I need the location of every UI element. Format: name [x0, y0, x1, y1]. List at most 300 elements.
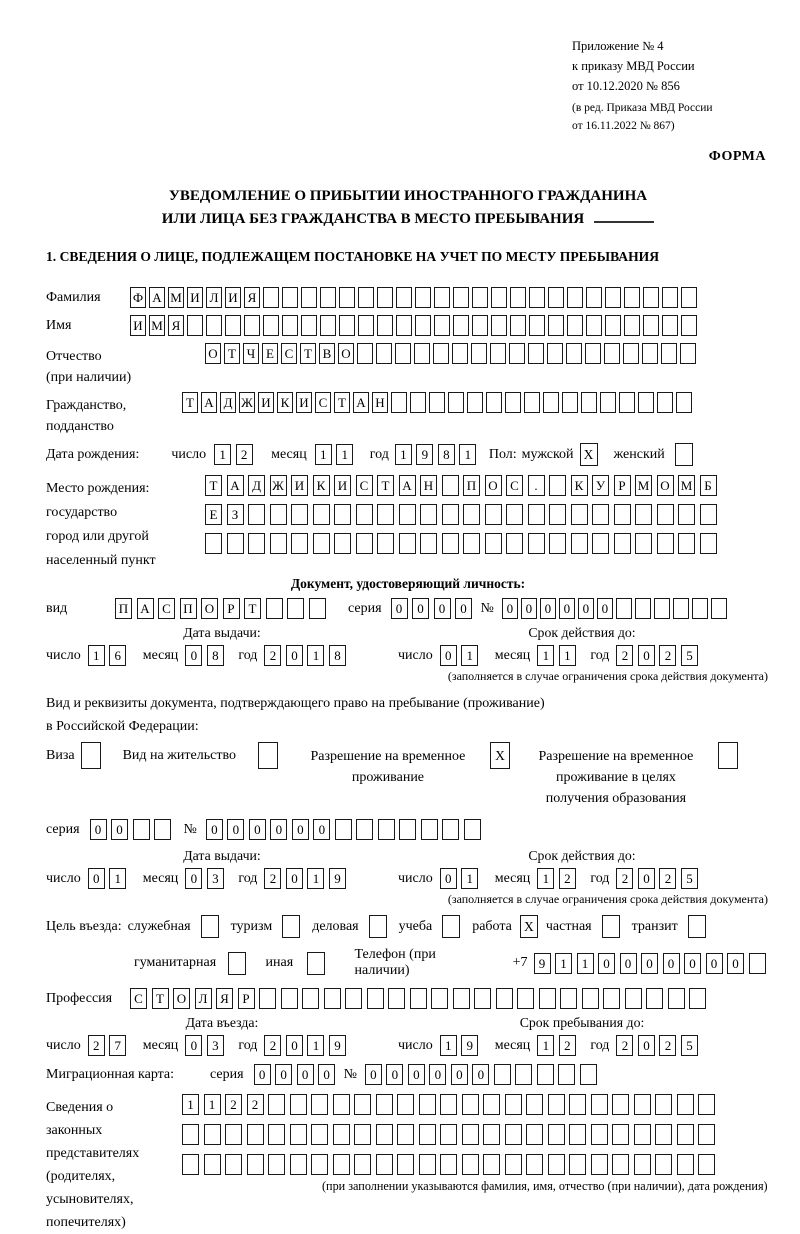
char-cell[interactable]: [698, 1154, 715, 1175]
char-cell[interactable]: [206, 315, 222, 336]
char-cell[interactable]: [291, 533, 308, 554]
char-cell[interactable]: [453, 287, 469, 308]
char-cell[interactable]: 2: [88, 1035, 105, 1056]
char-cell[interactable]: 0: [429, 1064, 446, 1085]
char-cell[interactable]: 5: [681, 645, 698, 666]
char-cell[interactable]: [270, 504, 287, 525]
char-cell[interactable]: Т: [300, 343, 316, 364]
char-cell[interactable]: 1: [537, 868, 554, 889]
char-cell[interactable]: [442, 475, 459, 496]
char-cell[interactable]: 3: [207, 868, 224, 889]
char-cell[interactable]: [505, 392, 521, 413]
char-cell[interactable]: [248, 533, 265, 554]
char-cell[interactable]: А: [149, 287, 165, 308]
char-cell[interactable]: [345, 988, 362, 1009]
char-cell[interactable]: [302, 988, 319, 1009]
char-cell[interactable]: [311, 1124, 328, 1145]
char-cell[interactable]: [377, 504, 394, 525]
char-cell[interactable]: 1: [336, 444, 353, 465]
char-cell[interactable]: Т: [205, 475, 222, 496]
char-cell[interactable]: 0: [254, 1064, 271, 1085]
char-cell[interactable]: 0: [90, 819, 107, 840]
char-cell[interactable]: [442, 533, 459, 554]
char-cell[interactable]: [623, 343, 639, 364]
char-cell[interactable]: 1: [214, 444, 231, 465]
char-cell[interactable]: [692, 598, 708, 619]
char-cell[interactable]: С: [281, 343, 297, 364]
char-cell[interactable]: [367, 988, 384, 1009]
char-cell[interactable]: 2: [559, 868, 576, 889]
char-cell[interactable]: [526, 1154, 543, 1175]
char-cell[interactable]: [472, 315, 488, 336]
char-cell[interactable]: 0: [185, 868, 202, 889]
char-cell[interactable]: 2: [264, 1035, 281, 1056]
char-cell[interactable]: З: [227, 504, 244, 525]
char-cell[interactable]: [569, 1154, 586, 1175]
purpose-study-checkbox[interactable]: [442, 915, 460, 938]
char-cell[interactable]: 1: [440, 1035, 457, 1056]
char-cell[interactable]: [483, 1154, 500, 1175]
char-cell[interactable]: Ж: [239, 392, 255, 413]
char-cell[interactable]: [324, 988, 341, 1009]
char-cell[interactable]: [415, 287, 431, 308]
char-cell[interactable]: [388, 988, 405, 1009]
char-cell[interactable]: [335, 819, 352, 840]
char-cell[interactable]: [354, 1124, 371, 1145]
char-cell[interactable]: [624, 287, 640, 308]
char-cell[interactable]: 2: [659, 868, 676, 889]
char-cell[interactable]: 0: [434, 598, 451, 619]
char-cell[interactable]: [668, 988, 685, 1009]
char-cell[interactable]: 3: [207, 1035, 224, 1056]
char-cell[interactable]: П: [115, 598, 132, 619]
char-cell[interactable]: [429, 392, 445, 413]
char-cell[interactable]: [420, 533, 437, 554]
char-cell[interactable]: О: [485, 475, 502, 496]
char-cell[interactable]: [509, 343, 525, 364]
char-cell[interactable]: С: [315, 392, 331, 413]
char-cell[interactable]: [419, 1094, 436, 1115]
char-cell[interactable]: [505, 1154, 522, 1175]
char-cell[interactable]: [581, 392, 597, 413]
char-cell[interactable]: 0: [313, 819, 330, 840]
char-cell[interactable]: [339, 287, 355, 308]
char-cell[interactable]: [680, 343, 696, 364]
char-cell[interactable]: [681, 315, 697, 336]
char-cell[interactable]: 1: [307, 868, 324, 889]
char-cell[interactable]: [377, 287, 393, 308]
char-cell[interactable]: [434, 287, 450, 308]
char-cell[interactable]: 1: [395, 444, 412, 465]
char-cell[interactable]: [571, 504, 588, 525]
char-cell[interactable]: [467, 392, 483, 413]
char-cell[interactable]: [472, 287, 488, 308]
char-cell[interactable]: [377, 315, 393, 336]
char-cell[interactable]: 1: [182, 1094, 199, 1115]
char-cell[interactable]: 1: [88, 645, 105, 666]
char-cell[interactable]: А: [399, 475, 416, 496]
char-cell[interactable]: [635, 504, 652, 525]
char-cell[interactable]: [420, 504, 437, 525]
char-cell[interactable]: .: [528, 475, 545, 496]
char-cell[interactable]: [287, 598, 304, 619]
char-cell[interactable]: Я: [244, 287, 260, 308]
char-cell[interactable]: 1: [461, 645, 478, 666]
char-cell[interactable]: П: [180, 598, 197, 619]
char-cell[interactable]: [635, 598, 651, 619]
char-cell[interactable]: Т: [224, 343, 240, 364]
char-cell[interactable]: [339, 315, 355, 336]
char-cell[interactable]: [357, 343, 373, 364]
char-cell[interactable]: [566, 343, 582, 364]
char-cell[interactable]: [678, 504, 695, 525]
char-cell[interactable]: [187, 315, 203, 336]
char-cell[interactable]: 5: [681, 868, 698, 889]
char-cell[interactable]: [676, 392, 692, 413]
char-cell[interactable]: А: [227, 475, 244, 496]
char-cell[interactable]: 0: [638, 868, 655, 889]
char-cell[interactable]: [320, 315, 336, 336]
char-cell[interactable]: [290, 1154, 307, 1175]
char-cell[interactable]: [625, 988, 642, 1009]
char-cell[interactable]: И: [296, 392, 312, 413]
char-cell[interactable]: [528, 504, 545, 525]
char-cell[interactable]: [399, 819, 416, 840]
char-cell[interactable]: Р: [238, 988, 255, 1009]
char-cell[interactable]: М: [678, 475, 695, 496]
char-cell[interactable]: 1: [307, 645, 324, 666]
char-cell[interactable]: [182, 1124, 199, 1145]
char-cell[interactable]: [415, 315, 431, 336]
char-cell[interactable]: 1: [109, 868, 126, 889]
char-cell[interactable]: С: [158, 598, 175, 619]
char-cell[interactable]: [376, 1154, 393, 1175]
char-cell[interactable]: 2: [559, 1035, 576, 1056]
char-cell[interactable]: [612, 1154, 629, 1175]
char-cell[interactable]: [263, 287, 279, 308]
char-cell[interactable]: Л: [195, 988, 212, 1009]
char-cell[interactable]: [259, 988, 276, 1009]
char-cell[interactable]: О: [338, 343, 354, 364]
char-cell[interactable]: [244, 315, 260, 336]
char-cell[interactable]: [643, 287, 659, 308]
char-cell[interactable]: 0: [559, 598, 575, 619]
purpose-transit-checkbox[interactable]: [688, 915, 706, 938]
char-cell[interactable]: [414, 343, 430, 364]
char-cell[interactable]: 0: [286, 868, 303, 889]
char-cell[interactable]: [634, 1124, 651, 1145]
char-cell[interactable]: [463, 533, 480, 554]
char-cell[interactable]: [494, 1064, 511, 1085]
char-cell[interactable]: [614, 533, 631, 554]
char-cell[interactable]: 2: [659, 645, 676, 666]
char-cell[interactable]: [612, 1094, 629, 1115]
char-cell[interactable]: [395, 343, 411, 364]
char-cell[interactable]: [580, 1064, 597, 1085]
char-cell[interactable]: [462, 1094, 479, 1115]
char-cell[interactable]: [638, 392, 654, 413]
char-cell[interactable]: [225, 1154, 242, 1175]
char-cell[interactable]: [225, 1124, 242, 1145]
char-cell[interactable]: В: [319, 343, 335, 364]
char-cell[interactable]: [268, 1154, 285, 1175]
char-cell[interactable]: [282, 287, 298, 308]
char-cell[interactable]: [619, 392, 635, 413]
char-cell[interactable]: [600, 392, 616, 413]
char-cell[interactable]: [537, 1064, 554, 1085]
purpose-humanitarian-checkbox[interactable]: [228, 952, 245, 975]
char-cell[interactable]: М: [635, 475, 652, 496]
char-cell[interactable]: 2: [225, 1094, 242, 1115]
char-cell[interactable]: [268, 1124, 285, 1145]
char-cell[interactable]: [204, 1124, 221, 1145]
char-cell[interactable]: Б: [700, 475, 717, 496]
char-cell[interactable]: [657, 504, 674, 525]
char-cell[interactable]: 0: [663, 953, 680, 974]
char-cell[interactable]: [376, 343, 392, 364]
char-cell[interactable]: Р: [614, 475, 631, 496]
char-cell[interactable]: Л: [206, 287, 222, 308]
char-cell[interactable]: [655, 1094, 672, 1115]
char-cell[interactable]: [410, 392, 426, 413]
char-cell[interactable]: [677, 1094, 694, 1115]
char-cell[interactable]: 0: [391, 598, 408, 619]
sex-female-checkbox[interactable]: [675, 443, 693, 466]
char-cell[interactable]: [569, 1124, 586, 1145]
char-cell[interactable]: [677, 1154, 694, 1175]
char-cell[interactable]: К: [277, 392, 293, 413]
char-cell[interactable]: И: [291, 475, 308, 496]
purpose-business-checkbox[interactable]: [369, 915, 387, 938]
char-cell[interactable]: 0: [386, 1064, 403, 1085]
residence-permit-checkbox[interactable]: [258, 742, 278, 769]
char-cell[interactable]: [548, 315, 564, 336]
char-cell[interactable]: 0: [641, 953, 658, 974]
char-cell[interactable]: 9: [329, 868, 346, 889]
char-cell[interactable]: [661, 343, 677, 364]
char-cell[interactable]: [486, 392, 502, 413]
char-cell[interactable]: [421, 819, 438, 840]
char-cell[interactable]: 0: [706, 953, 723, 974]
char-cell[interactable]: [397, 1154, 414, 1175]
char-cell[interactable]: [410, 988, 427, 1009]
char-cell[interactable]: [448, 392, 464, 413]
char-cell[interactable]: [700, 533, 717, 554]
char-cell[interactable]: [528, 533, 545, 554]
char-cell[interactable]: [431, 988, 448, 1009]
char-cell[interactable]: Я: [168, 315, 184, 336]
char-cell[interactable]: [334, 533, 351, 554]
char-cell[interactable]: [526, 1124, 543, 1145]
char-cell[interactable]: [549, 533, 566, 554]
char-cell[interactable]: 2: [236, 444, 253, 465]
char-cell[interactable]: [749, 953, 766, 974]
char-cell[interactable]: [586, 287, 602, 308]
char-cell[interactable]: 2: [616, 645, 633, 666]
char-cell[interactable]: И: [130, 315, 146, 336]
char-cell[interactable]: А: [137, 598, 154, 619]
char-cell[interactable]: 1: [461, 868, 478, 889]
char-cell[interactable]: [634, 1094, 651, 1115]
char-cell[interactable]: [591, 1124, 608, 1145]
char-cell[interactable]: [558, 1064, 575, 1085]
char-cell[interactable]: [549, 475, 566, 496]
char-cell[interactable]: С: [506, 475, 523, 496]
char-cell[interactable]: [266, 598, 283, 619]
char-cell[interactable]: А: [201, 392, 217, 413]
char-cell[interactable]: [681, 287, 697, 308]
char-cell[interactable]: [354, 1094, 371, 1115]
char-cell[interactable]: Т: [182, 392, 198, 413]
char-cell[interactable]: 8: [438, 444, 455, 465]
char-cell[interactable]: [646, 988, 663, 1009]
char-cell[interactable]: [463, 504, 480, 525]
char-cell[interactable]: [396, 315, 412, 336]
char-cell[interactable]: 0: [297, 1064, 314, 1085]
char-cell[interactable]: 1: [307, 1035, 324, 1056]
char-cell[interactable]: 0: [111, 819, 128, 840]
purpose-official-checkbox[interactable]: [201, 915, 219, 938]
char-cell[interactable]: [419, 1154, 436, 1175]
char-cell[interactable]: [354, 1154, 371, 1175]
char-cell[interactable]: [311, 1154, 328, 1175]
char-cell[interactable]: [517, 988, 534, 1009]
char-cell[interactable]: Е: [205, 504, 222, 525]
char-cell[interactable]: [605, 315, 621, 336]
char-cell[interactable]: [396, 287, 412, 308]
char-cell[interactable]: [689, 988, 706, 1009]
char-cell[interactable]: 6: [109, 645, 126, 666]
char-cell[interactable]: 7: [109, 1035, 126, 1056]
char-cell[interactable]: Т: [152, 988, 169, 1009]
char-cell[interactable]: [711, 598, 727, 619]
char-cell[interactable]: 0: [270, 819, 287, 840]
char-cell[interactable]: О: [173, 988, 190, 1009]
char-cell[interactable]: 2: [264, 868, 281, 889]
char-cell[interactable]: 0: [286, 645, 303, 666]
char-cell[interactable]: [320, 287, 336, 308]
char-cell[interactable]: 0: [88, 868, 105, 889]
char-cell[interactable]: [204, 1154, 221, 1175]
char-cell[interactable]: [391, 392, 407, 413]
char-cell[interactable]: М: [168, 287, 184, 308]
char-cell[interactable]: [485, 504, 502, 525]
char-cell[interactable]: 8: [207, 645, 224, 666]
char-cell[interactable]: 0: [620, 953, 637, 974]
char-cell[interactable]: 0: [292, 819, 309, 840]
char-cell[interactable]: [548, 1154, 565, 1175]
purpose-private-checkbox[interactable]: [602, 915, 620, 938]
char-cell[interactable]: [290, 1124, 307, 1145]
char-cell[interactable]: [505, 1094, 522, 1115]
char-cell[interactable]: [378, 819, 395, 840]
char-cell[interactable]: [247, 1124, 264, 1145]
char-cell[interactable]: 8: [329, 645, 346, 666]
char-cell[interactable]: О: [657, 475, 674, 496]
char-cell[interactable]: [506, 533, 523, 554]
char-cell[interactable]: [462, 1124, 479, 1145]
char-cell[interactable]: 0: [185, 645, 202, 666]
char-cell[interactable]: 1: [537, 1035, 554, 1056]
char-cell[interactable]: 9: [329, 1035, 346, 1056]
char-cell[interactable]: [582, 988, 599, 1009]
char-cell[interactable]: 1: [204, 1094, 221, 1115]
char-cell[interactable]: [281, 988, 298, 1009]
char-cell[interactable]: [474, 988, 491, 1009]
char-cell[interactable]: Д: [220, 392, 236, 413]
char-cell[interactable]: Н: [372, 392, 388, 413]
char-cell[interactable]: [529, 287, 545, 308]
char-cell[interactable]: [543, 392, 559, 413]
char-cell[interactable]: [548, 1094, 565, 1115]
char-cell[interactable]: С: [130, 988, 147, 1009]
trp-checkbox[interactable]: X: [490, 742, 510, 769]
char-cell[interactable]: [547, 343, 563, 364]
char-cell[interactable]: [453, 988, 470, 1009]
char-cell[interactable]: 0: [249, 819, 266, 840]
char-cell[interactable]: [515, 1064, 532, 1085]
char-cell[interactable]: 0: [408, 1064, 425, 1085]
char-cell[interactable]: 0: [440, 868, 457, 889]
char-cell[interactable]: П: [463, 475, 480, 496]
char-cell[interactable]: [678, 533, 695, 554]
char-cell[interactable]: Т: [377, 475, 394, 496]
char-cell[interactable]: [586, 315, 602, 336]
char-cell[interactable]: [419, 1124, 436, 1145]
char-cell[interactable]: [560, 988, 577, 1009]
char-cell[interactable]: М: [149, 315, 165, 336]
char-cell[interactable]: 0: [540, 598, 556, 619]
char-cell[interactable]: [485, 533, 502, 554]
char-cell[interactable]: [491, 287, 507, 308]
char-cell[interactable]: 0: [502, 598, 518, 619]
char-cell[interactable]: 0: [412, 598, 429, 619]
char-cell[interactable]: 1: [559, 645, 576, 666]
char-cell[interactable]: [591, 1154, 608, 1175]
char-cell[interactable]: [358, 287, 374, 308]
char-cell[interactable]: [700, 504, 717, 525]
char-cell[interactable]: Ж: [270, 475, 287, 496]
char-cell[interactable]: [356, 504, 373, 525]
char-cell[interactable]: 9: [416, 444, 433, 465]
char-cell[interactable]: 0: [440, 645, 457, 666]
trp-edu-checkbox[interactable]: [718, 742, 738, 769]
char-cell[interactable]: [333, 1094, 350, 1115]
char-cell[interactable]: О: [205, 343, 221, 364]
char-cell[interactable]: 9: [461, 1035, 478, 1056]
char-cell[interactable]: [491, 315, 507, 336]
char-cell[interactable]: [505, 1124, 522, 1145]
char-cell[interactable]: [434, 315, 450, 336]
char-cell[interactable]: Я: [216, 988, 233, 1009]
char-cell[interactable]: [356, 533, 373, 554]
char-cell[interactable]: [399, 504, 416, 525]
char-cell[interactable]: 0: [227, 819, 244, 840]
char-cell[interactable]: И: [187, 287, 203, 308]
char-cell[interactable]: 1: [537, 645, 554, 666]
char-cell[interactable]: [483, 1094, 500, 1115]
char-cell[interactable]: [592, 504, 609, 525]
char-cell[interactable]: [657, 533, 674, 554]
char-cell[interactable]: 0: [727, 953, 744, 974]
char-cell[interactable]: [442, 504, 459, 525]
char-cell[interactable]: [397, 1094, 414, 1115]
char-cell[interactable]: [440, 1094, 457, 1115]
sex-male-checkbox[interactable]: X: [580, 443, 598, 466]
char-cell[interactable]: [548, 287, 564, 308]
char-cell[interactable]: 0: [455, 598, 472, 619]
char-cell[interactable]: [673, 598, 689, 619]
